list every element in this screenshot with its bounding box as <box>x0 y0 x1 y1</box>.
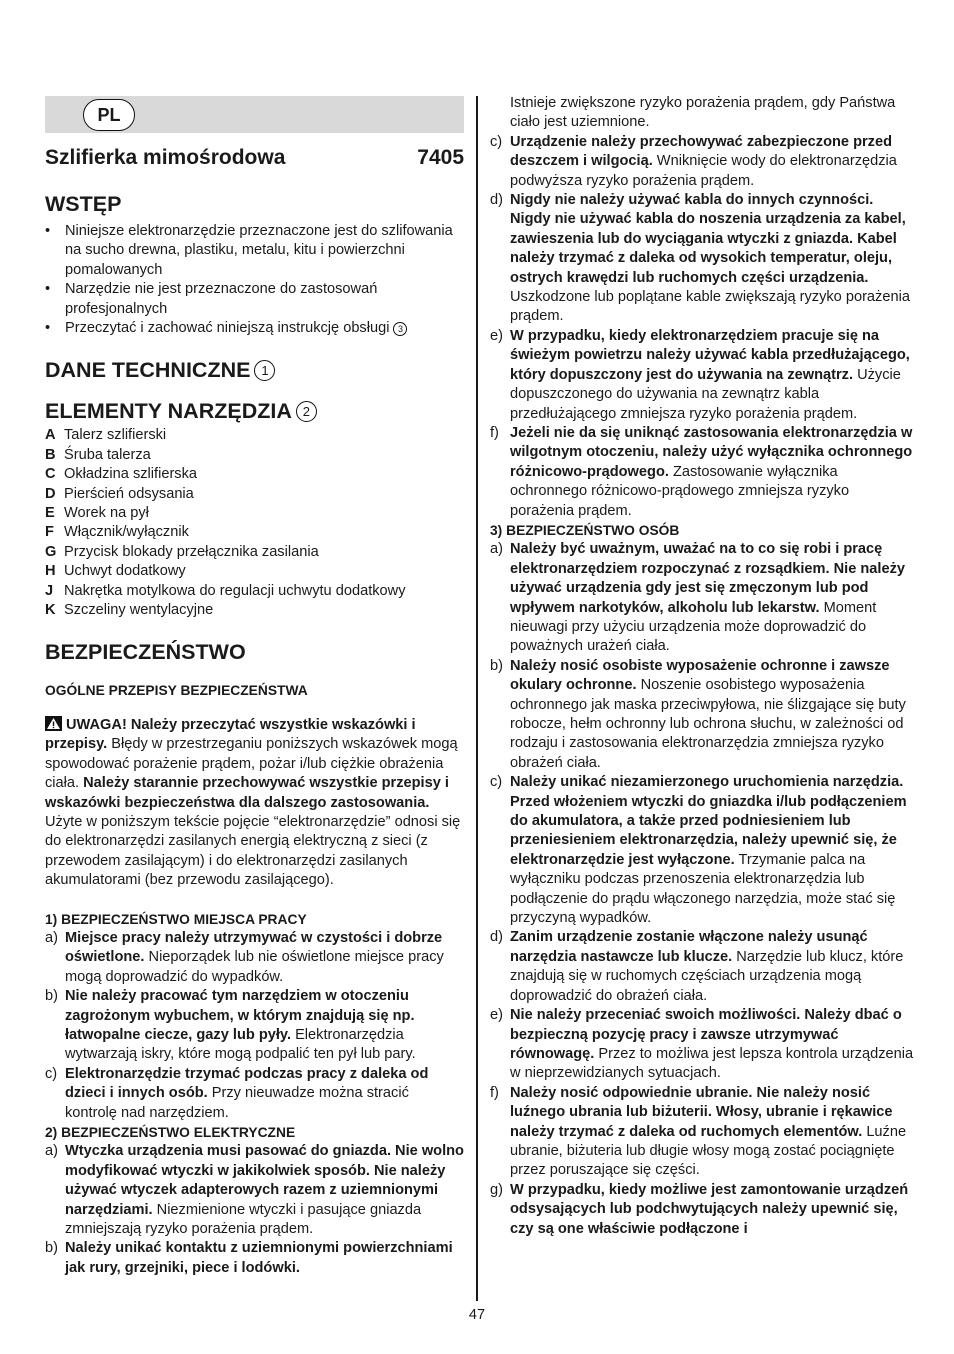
subheading-persons: 3) BEZPIECZEŃSTWO OSÓB <box>490 522 680 538</box>
list-item: B Śruba talerza <box>45 446 151 463</box>
warning-icon <box>45 716 62 731</box>
list-item: • Niniejsze elektronarzędzie przeznaczone jest do szlifowania na sucho drewna, plastiku, metalu, kitu i powierzchni pomalowanych <box>45 222 464 280</box>
subheading-electrical: 2) BEZPIECZEŃSTWO ELEKTRYCZNE <box>45 1125 296 1141</box>
list-item: b) Nie należy pracować tym narzędziem w otoczeniu zagrożonym wybuchem, w którym znajdują się np. łatwopalne ciecze, gazy lub pyły. Elektronarzędzia wytwarzają iskry, które mogą podpalić ten pył lub pary. <box>45 988 416 1063</box>
list-item: • Przeczytać i zachować niniejszą instrukcję obsługi 3 <box>45 319 464 338</box>
subheading-workplace: 1) BEZPIECZEŃSTWO MIEJSCA PRACY <box>45 911 307 927</box>
section-heading-wstep: WSTĘP <box>45 192 122 216</box>
language-badge: PL <box>83 99 135 131</box>
page-number: 47 <box>468 1307 486 1323</box>
list-item: a) Miejsce pracy należy utrzymywać w czystości i dobrze oświetlone. Nieporządek lub nie oświetlone miejsce pracy mogą doprowadzić do wypadków. <box>45 929 444 985</box>
list-item: a) Wtyczka urządzenia musi pasować do gniazda. Nie wolno modyfikować wtyczki w jakikolwiek sposób. Nie należy używać wtyczek adapterowych razem z uziemnionymi narzędziami. Niezmienione wtyczki i pasujące gniazda zmniejszają ryzyko porażenia prądem. <box>45 1143 464 1238</box>
right-column <box>490 94 914 1239</box>
section-heading-bezpieczenstwo: BEZPIECZEŃSTWO <box>45 639 246 664</box>
product-name: Szlifierka mimośrodowa <box>45 146 286 169</box>
left-column <box>45 96 464 1278</box>
list-item: e) W przypadku, kiedy elektronarzędziem pracuje się na świeżym powietrzu należy używać kabla przedłużającego, który dopuszczony jest do używania na zewnątrz. Użycie dopuszczonego do używania na zewnątrz kabla przedłużającego zmniejsza ryzyko porażenia prądem. <box>490 327 910 422</box>
product-title <box>45 145 464 171</box>
warning-paragraph: UWAGA! Należy przeczytać wszystkie wskazówki i przepisy. Błędy w przestrzeganiu poniższych wskazówek mogą spowodować porażenie prądem, pożar i/lub ciężkie obrażenia ciała. Należy starannie przechowywać wszystkie przepisy i wskazówki bezpieczeństwa dla dalszego zastosowania. Użyte w poniższym tekście pojęcie “elektronarzędzie” odnosi się do elektronarzędzi zasilanych energią elektryczną z sieci (z przewodem zasilającym) i do elektronarzędzi zasilanych akumulatorami (bez przewodu zasilającego). <box>45 716 461 889</box>
list-item: a) Należy być uważnym, uważać na to co się robi i pracę elektronarzędziem rozpoczynać z rozsądkiem. Nie należy używać urządzenia gdy jest się zmęczonym lub pod wpływem narkotyków, alkoholu lub lekarstw. Moment nieuwagi przy użyciu urządzenia może doprowadzić do poważnych urażeń ciała. <box>490 541 905 655</box>
list-item: • Narzędzie nie jest przeznaczone do zastosowań profesjonalnych <box>45 280 464 319</box>
list-item: C Okładzina szlifierska <box>45 466 198 483</box>
list-item: c) Należy unikać niezamierzonego uruchomienia narzędzia. Przed włożeniem wtyczki do gniazdka i/lub podłączeniem do akumulatora, a także przed podniesieniem lub przeniesieniem elektronarzędzia, należy upewnić się, że elektronarzędzie jest wyłączone. Trzymanie palca na wyłączniku podczas przenoszenia elektronarzędzia lub podłączenie do prądu włączonego narzędzia, może stać się przyczyną wypadków. <box>490 774 907 927</box>
list-item: b) Należy nosić osobiste wyposażenie ochronne i zawsze okulary ochronne. Noszenie osobistego wyposażenia ochronnego jak maska przeciwpyłowa, nie ślizgające się buty robocze, hełm ochronny lub ochrona słuchu, w zależności od rodzaju i zastosowania elektronarzędzia zmniejsza ryzyko obrażeń ciała. <box>490 657 906 771</box>
list-item: H Uchwyt dodatkowy <box>45 563 186 580</box>
list-item: G Przycisk blokady przełącznika zasilania <box>45 543 319 560</box>
list-item: E Worek na pył <box>45 505 149 522</box>
subheading-general: OGÓLNE PRZEPISY BEZPIECZEŃSTWA <box>45 682 308 698</box>
list-item: d) Nigdy nie należy używać kabla do innych czynności. Nigdy nie używać kabla do noszenia urządzenia za kabel, zawieszenia lub do wyciągania wtyczki z gniazda. Kabel należy trzymać z daleka od wysokich temperatur, oleju, ostrych krawędzi lub ruchomych części urządzenia. Uszkodzone lub poplątane kable zwiększają ryzyko porażenia prądem. <box>490 192 910 325</box>
figure-ref-2: 2 <box>296 401 317 422</box>
list-item: d) Zanim urządzenie zostanie włączone należy usunąć narzędzia nastawcze lub klucze. Narzędzie lub klucz, które znajdują się w ruchomych częściach urządzenia mogą doprowadzić do obrażeń ciała. <box>490 929 904 1004</box>
list-item: f) Należy nosić odpowiednie ubranie. Nie należy nosić luźnego ubrania lub biżuterii. Włosy, ubranie i rękawice należy trzymać z daleka od ruchomych elementów. Luźne ubranie, biżuteria lub długie włosy mogą zostać pociągnięte przez poruszające się części. <box>490 1084 907 1179</box>
list-item: F Włącznik/wyłącznik <box>45 524 189 541</box>
list-item: c) Elektronarzędzie trzymać podczas pracy z daleka od dzieci i innych osób. Przy nieuwadze można stracić kontrolę nad narzędziem. <box>45 1065 429 1121</box>
product-model: 7405 <box>417 146 464 169</box>
list-item: g) W przypadku, kiedy możliwe jest zamontowanie urządzeń odsysających lub podchwytujących należy upewnić się, czy są one właściwie podłączone i <box>490 1181 909 1237</box>
list-item: A Talerz szlifierski <box>45 427 167 444</box>
list-item: J Nakrętka motylkowa do regulacji uchwytu dodatkowy <box>45 582 406 599</box>
list-item: D Pierścień odsysania <box>45 485 194 502</box>
intro-bullets <box>45 222 464 338</box>
list-item-continuation: Istnieje zwiększone ryzyko porażenia prądem, gdy Państwa ciało jest uziemnione. <box>510 95 896 131</box>
figure-ref-3: 3 <box>393 322 407 336</box>
figure-ref-1: 1 <box>254 360 275 381</box>
list-item: c) Urządzenie należy przechowywać zabezpieczone przed deszczem i wilgocią. Wniknięcie wody do elektronarzędzia podwyższa ryzyko porażenia prądem. <box>490 133 897 189</box>
parts-list <box>45 426 464 620</box>
section-heading-elementy: ELEMENTY NARZĘDZIA 2 <box>45 398 464 424</box>
section-heading-dane: DANE TECHNICZNE 1 <box>45 357 464 383</box>
list-item: K Szczeliny wentylacyjne <box>45 602 214 619</box>
column-divider <box>476 96 478 1301</box>
language-bar <box>45 96 464 133</box>
list-item: b) Należy unikać kontaktu z uziemnionymi powierzchniami jak rury, grzejniki, piece i lodówki. <box>45 1240 453 1276</box>
list-item: f) Jeżeli nie da się uniknąć zastosowania elektronarzędzia w wilgotnym otoczeniu, należy użyć wyłącznika ochronnego różnicowo-prądowego. Zastosowanie wyłącznika ochronnego różnicowo-prądowego zmniejsza ryzyko porażenia prądem. <box>490 424 913 519</box>
list-item: e) Nie należy przeceniać swoich możliwości. Należy dbać o bezpieczną pozycję pracy i zawsze utrzymywać równowagę. Przez to możliwa jest lepsza kontrola urządzenia w nieprzewidzianych sytuacjach. <box>490 1007 914 1082</box>
